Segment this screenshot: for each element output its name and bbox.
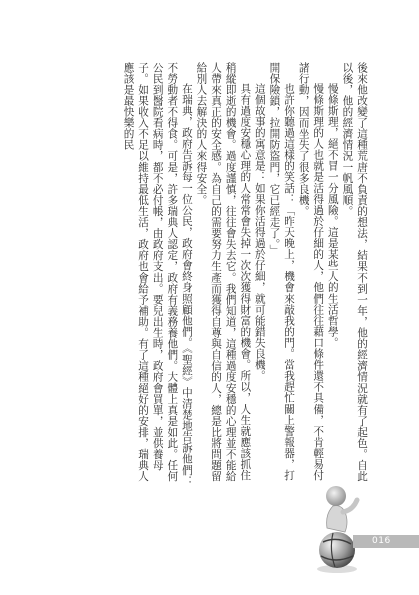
paragraph-5: 這個故事的寓意是：如果你活得過於仔細，就可能錯失良機。: [253, 83, 266, 382]
paragraph-6: 具有過度安穩心理的人常常會失掉一次次獲得財富的機會。所以，人生就應該抓住稍縱即逝的機會。過度謹慎，往往會失去它。我們知道，這種過度安穩的心理並不能給人帶來真正的安全感。為自己的需要努力生產而獲得自尊與自信的人，總是比將問題留給別人去解決的人來得安全。: [195, 62, 252, 482]
page-number: 016: [372, 536, 391, 546]
paragraph-3: 慢條斯理的人也就是活得過於仔細的人，他們往往藉口條件還不具備，不肯輕易付諸行動，因而坐失了很多良機。: [297, 62, 325, 481]
paragraph-2: 慢條斯理，絕不冒一分風險。這是某些人的生活哲學。: [326, 83, 339, 349]
body-text: [59, 62, 369, 492]
paragraph-1: 後來他改變了這種荒唐不負責的想法，結果不到一年，他的經濟情況就有了起色。自此以後，他的經濟情況一帆風順。: [341, 62, 368, 482]
figure-on-ball-icon: [305, 470, 365, 575]
paragraph-7: 在瑞典，政府告訴每一位公民，政府會終身照顧他們。《聖經》中清楚地告訴他們：不勞動者不得食。可是，許多瑞典人認定，政府有義務養他們。大體上真是如此。任何公民到醫院看病時，都不必付帳，由政府支出。要兒出生時，政府會買單，並供養母子。如果收入不足以維持最低生活，政府也會給予補助。有了這種絕好的安排，瑞典人應該是最快樂的民: [122, 62, 193, 487]
paragraph-4: 也許你聽過這樣的笑話：「昨天晚上，機會來敲我的門。當我趕忙關上警報器，打開保險鎖，拉開防盜門，它已經走了。」: [268, 62, 296, 481]
